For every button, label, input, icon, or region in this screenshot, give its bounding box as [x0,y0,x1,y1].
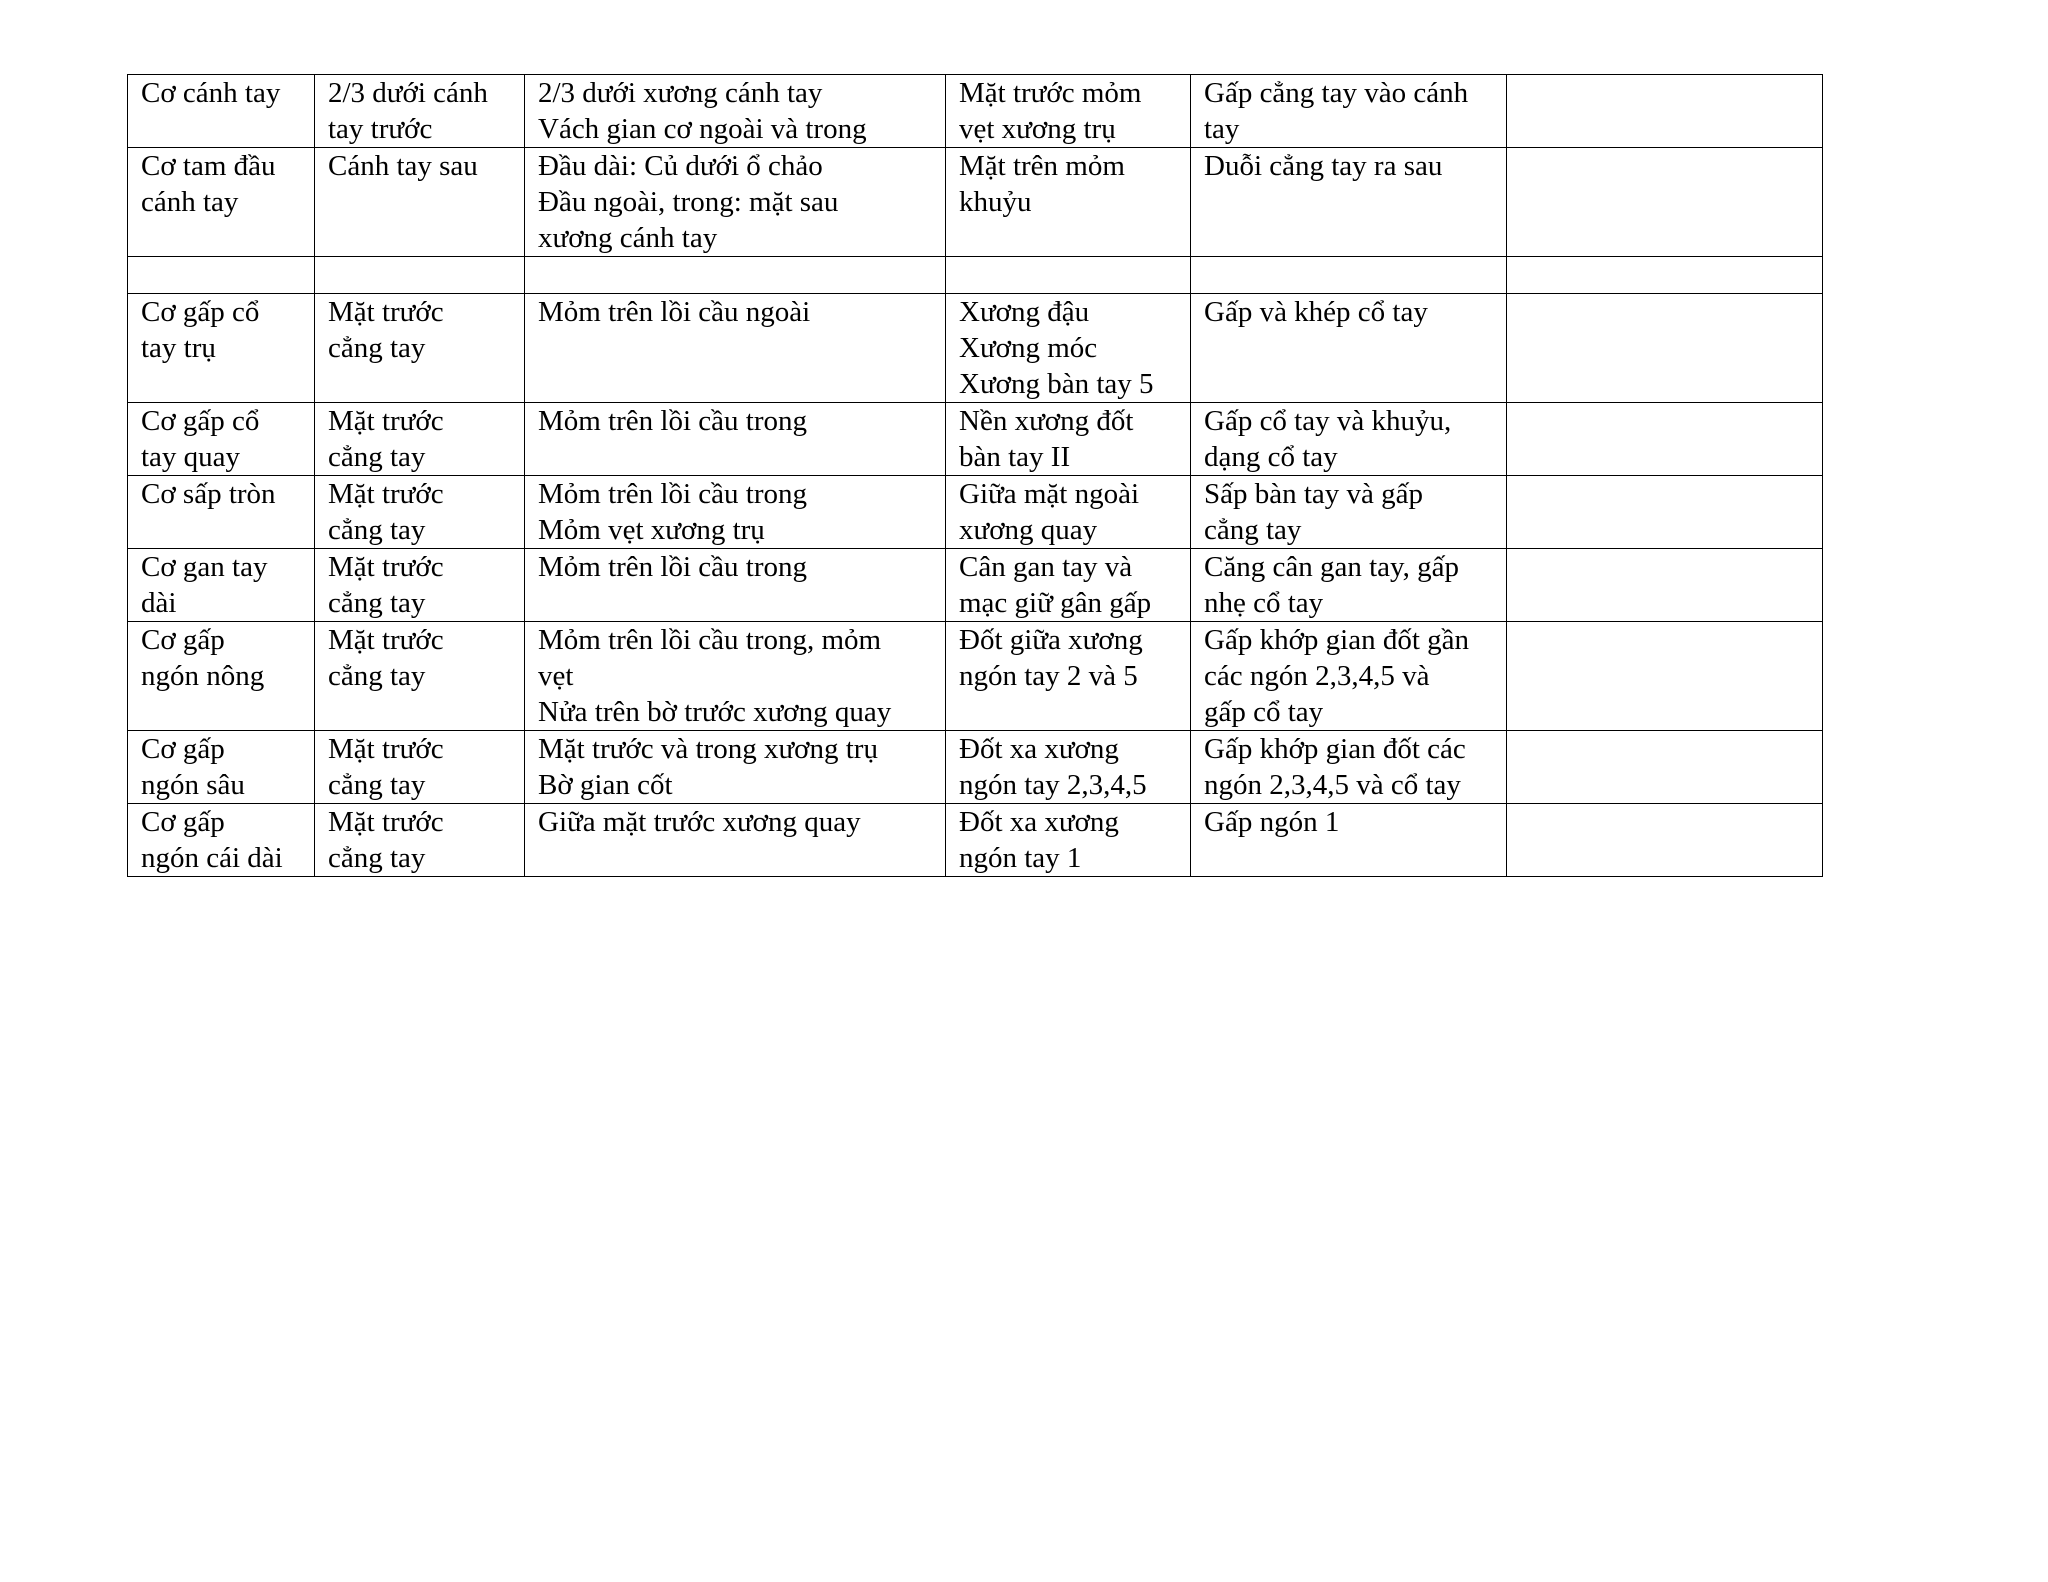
cell-text-line: Đầu dài: Củ dưới ổ chảo [538,150,823,182]
cell-muscle-name [128,257,315,294]
cell-origin-region [315,403,525,476]
cell-text-line: Căng cân gan tay, gấp [1204,551,1459,583]
cell-text-line: cẳng tay [328,769,426,801]
cell-insertion [946,549,1191,622]
cell-origin-region [315,294,525,403]
cell-text-line: xương cánh tay [538,222,718,254]
cell-text-line: Cơ gấp [141,733,225,765]
cell-text-line: ngón tay 2,3,4,5 [959,769,1147,801]
cell-text-line: Gấp khớp gian đốt các [1204,733,1466,765]
table-row [128,294,1823,403]
cell-text-line: tay trụ [141,332,216,364]
cell-text-line: mạc giữ gân gấp [959,587,1152,619]
cell-text-line: tay quay [141,441,241,473]
cell-text-line: Gấp và khép cổ tay [1204,296,1428,328]
muscle-table [127,74,1823,877]
cell-text-line: Mặt trước [328,624,444,656]
cell-muscle-name [128,294,315,403]
cell-text-line: Đốt xa xương [959,733,1119,765]
cell-action [1191,549,1507,622]
cell-muscle-name [128,622,315,731]
cell-origin-region [315,731,525,804]
cell-text-line: Cơ sấp tròn [141,478,276,510]
cell-notes [1507,731,1823,804]
cell-origin [525,403,946,476]
cell-text-line: Cơ cánh tay [141,77,281,109]
cell-text-line: Cơ tam đầu [141,150,276,182]
cell-text-line: Mặt trước [328,551,444,583]
table-row [128,403,1823,476]
cell-text-line: Nền xương đốt [959,405,1134,437]
cell-origin [525,731,946,804]
cell-action [1191,75,1507,148]
cell-text-line: Giữa mặt ngoài [959,478,1140,510]
table-row [128,804,1823,877]
cell-origin [525,257,946,294]
cell-insertion [946,294,1191,403]
cell-text-line: cẳng tay [1204,514,1302,546]
cell-text-line: Cơ gan tay [141,551,268,583]
cell-insertion [946,403,1191,476]
cell-notes [1507,257,1823,294]
cell-text-line: 2/3 dưới cánh [328,77,488,109]
cell-muscle-name [128,75,315,148]
cell-notes [1507,75,1823,148]
cell-text-line: Xương đậu [959,296,1090,328]
cell-text-line: Mỏm trên lồi cầu trong [538,405,808,437]
table-row [128,476,1823,549]
cell-text-line: Bờ gian cốt [538,769,673,801]
cell-text-line: Mặt trước và trong xương trụ [538,733,878,765]
cell-text-line: Xương bàn tay 5 [959,368,1154,400]
cell-action [1191,476,1507,549]
cell-notes [1507,622,1823,731]
table-row [128,549,1823,622]
cell-text-line: Cơ gấp cổ [141,405,260,437]
cell-origin [525,476,946,549]
cell-text-line: Mỏm trên lồi cầu ngoài [538,296,811,328]
cell-text-line: Nửa trên bờ trước xương quay [538,696,892,728]
cell-insertion [946,476,1191,549]
cell-notes [1507,804,1823,877]
cell-text-line: Cánh tay sau [328,150,478,182]
cell-action [1191,403,1507,476]
cell-text-line: Mặt trước [328,296,444,328]
cell-notes [1507,476,1823,549]
cell-text-line: bàn tay II [959,441,1071,473]
cell-text-line: Mỏm vẹt xương trụ [538,514,765,546]
cell-text-line: Đốt giữa xương [959,624,1143,656]
cell-origin-region [315,549,525,622]
cell-text-line: cẳng tay [328,441,426,473]
cell-text-line: ngón sâu [141,769,245,801]
cell-origin [525,294,946,403]
cell-text-line: tay [1204,113,1240,145]
cell-text-line: Xương móc [959,332,1098,364]
cell-text-line: ngón cái dài [141,842,283,874]
cell-text-line: Gấp khớp gian đốt gần [1204,624,1470,656]
cell-text-line: cẳng tay [328,514,426,546]
table-row [128,75,1823,148]
cell-text-line: ngón nông [141,660,265,692]
cell-origin [525,549,946,622]
cell-notes [1507,148,1823,257]
muscle-table-body [128,75,1823,877]
cell-text-line: Gấp cổ tay và khuỷu, [1204,405,1452,437]
cell-insertion [946,148,1191,257]
cell-text-line: ngón tay 1 [959,842,1082,874]
cell-text-line: Cân gan tay và [959,551,1133,583]
cell-insertion [946,622,1191,731]
cell-text-line: ngón 2,3,4,5 và cổ tay [1204,769,1461,801]
cell-insertion [946,804,1191,877]
cell-action [1191,257,1507,294]
cell-origin-region [315,148,525,257]
cell-text-line: Giữa mặt trước xương quay [538,806,861,838]
cell-origin-region [315,476,525,549]
cell-text-line: cánh tay [141,186,239,218]
cell-text-line: Đốt xa xương [959,806,1119,838]
cell-text-line: cẳng tay [328,332,426,364]
cell-origin-region [315,75,525,148]
cell-notes [1507,549,1823,622]
cell-action [1191,148,1507,257]
cell-origin-region [315,804,525,877]
cell-text-line: Mặt trước [328,806,444,838]
cell-text-line: Đầu ngoài, trong: mặt sau [538,186,839,218]
table-row [128,622,1823,731]
cell-text-line: Cơ gấp [141,624,225,656]
cell-text-line: 2/3 dưới xương cánh tay [538,77,823,109]
cell-text-line: Gấp cẳng tay vào cánh [1204,77,1469,109]
cell-origin [525,804,946,877]
cell-action [1191,804,1507,877]
cell-notes [1507,403,1823,476]
cell-text-line: vẹt [538,660,574,692]
cell-text-line: khuỷu [959,186,1032,218]
cell-text-line: các ngón 2,3,4,5 và [1204,660,1430,692]
cell-origin [525,75,946,148]
cell-text-line: cẳng tay [328,587,426,619]
cell-origin [525,148,946,257]
cell-muscle-name [128,804,315,877]
cell-text-line: Cơ gấp [141,806,225,838]
cell-text-line: Gấp ngón 1 [1204,806,1340,838]
cell-text-line: Cơ gấp cổ [141,296,260,328]
cell-text-line: Sấp bàn tay và gấp [1204,478,1424,510]
cell-text-line: cẳng tay [328,660,426,692]
cell-muscle-name [128,549,315,622]
table-row [128,148,1823,257]
cell-action [1191,294,1507,403]
cell-text-line: dài [141,587,177,619]
cell-text-line: Mặt trước [328,405,444,437]
cell-muscle-name [128,731,315,804]
cell-text-line: Mỏm trên lồi cầu trong [538,551,808,583]
cell-action [1191,731,1507,804]
cell-text-line: cẳng tay [328,842,426,874]
cell-text-line: Mặt trước [328,478,444,510]
cell-origin [525,622,946,731]
cell-origin-region [315,622,525,731]
cell-text-line: Mặt trước [328,733,444,765]
table-row [128,731,1823,804]
cell-text-line: gấp cổ tay [1204,696,1324,728]
cell-muscle-name [128,476,315,549]
cell-muscle-name [128,148,315,257]
cell-action [1191,622,1507,731]
cell-text-line: Duỗi cẳng tay ra sau [1204,150,1443,182]
cell-text-line: Mặt trên mỏm [959,150,1125,182]
cell-muscle-name [128,403,315,476]
cell-insertion [946,731,1191,804]
cell-notes [1507,294,1823,403]
cell-text-line: xương quay [959,514,1098,546]
cell-insertion [946,257,1191,294]
cell-insertion [946,75,1191,148]
cell-text-line: ngón tay 2 và 5 [959,660,1138,692]
cell-text-line: nhẹ cổ tay [1204,587,1324,619]
cell-text-line: dạng cổ tay [1204,441,1338,473]
table-row [128,257,1823,294]
cell-text-line: Mỏm trên lồi cầu trong [538,478,808,510]
cell-text-line: Vách gian cơ ngoài và trong [538,113,867,145]
cell-text-line: Mỏm trên lồi cầu trong, mỏm [538,624,882,656]
cell-text-line: Mặt trước mỏm [959,77,1142,109]
cell-text-line: tay trước [328,113,433,145]
cell-text-line: vẹt xương trụ [959,113,1116,145]
cell-origin-region [315,257,525,294]
